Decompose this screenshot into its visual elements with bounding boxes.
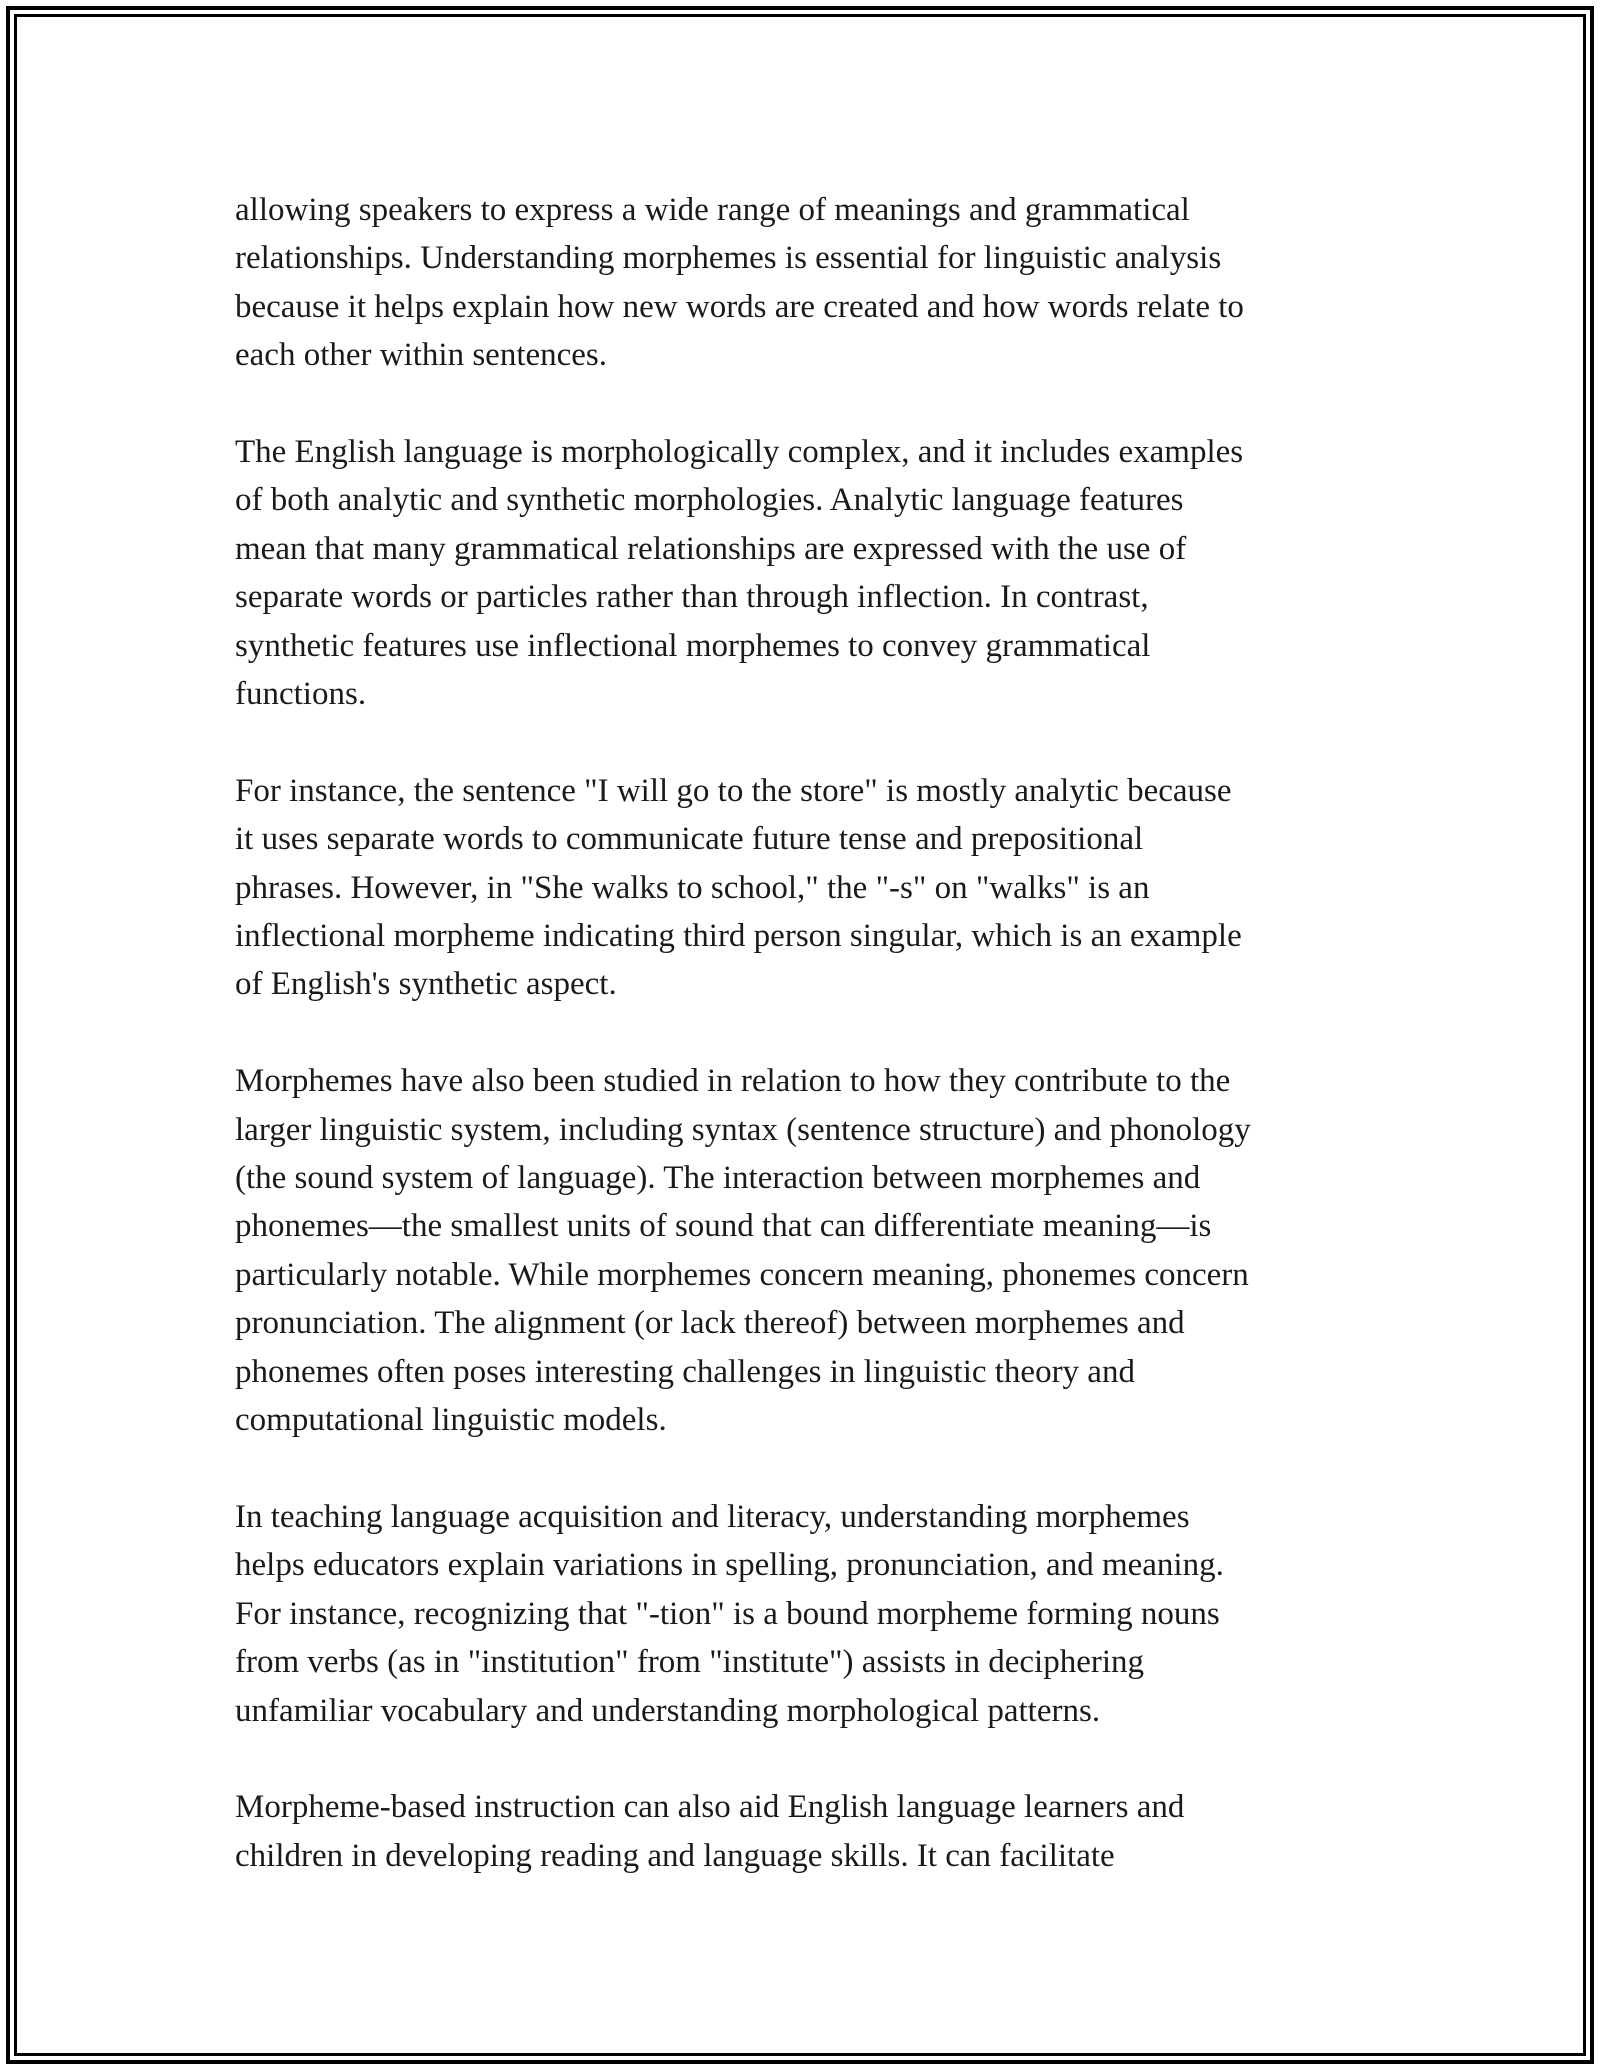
- text-line: of English's synthetic aspect.: [235, 966, 617, 1003]
- text-line: phrases. However, in "She walks to school," the "-s" on "walks" is an: [235, 869, 1150, 906]
- text-line: mean that many grammatical relationships are expressed with the use of: [235, 530, 1187, 567]
- text-line: synthetic features use inflectional morphemes to convey grammatical: [235, 627, 1151, 664]
- text-line: phonemes—the smallest units of sound that can differentiate meaning—is: [235, 1208, 1212, 1245]
- text-line: because it helps explain how new words are created and how words relate to: [235, 288, 1244, 325]
- paragraph: [235, 1057, 1375, 1444]
- text-line: it uses separate words to communicate future tense and prepositional: [235, 821, 1144, 858]
- document-body: [235, 186, 1375, 1929]
- text-line: allowing speakers to express a wide range of meanings and grammatical: [235, 192, 1190, 228]
- text-line: Morpheme-based instruction can also aid English language learners and: [235, 1789, 1185, 1826]
- text-line: The English language is morphologically complex, and it includes examples: [235, 434, 1244, 471]
- text-line: of both analytic and synthetic morphologies. Analytic language features: [235, 482, 1184, 519]
- paragraph: [235, 1493, 1375, 1735]
- text-line: In teaching language acquisition and literacy, understanding morphemes: [235, 1498, 1190, 1535]
- text-line: pronunciation. The alignment (or lack thereof) between morphemes and: [235, 1305, 1185, 1342]
- text-line: particularly notable. While morphemes concern meaning, phonemes concern: [235, 1256, 1249, 1293]
- paragraph: [235, 767, 1375, 1009]
- text-line: each other within sentences.: [235, 337, 608, 374]
- text-line: (the sound system of language). The interaction between morphemes and: [235, 1160, 1201, 1197]
- text-line: computational linguistic models.: [235, 1402, 667, 1439]
- paragraph: [235, 428, 1375, 718]
- text-line: inflectional morpheme indicating third person singular, which is an example: [235, 918, 1242, 955]
- text-line: children in developing reading and language skills. It can facilitate: [235, 1837, 1115, 1874]
- text-line: phonemes often poses interesting challenges in linguistic theory and: [235, 1353, 1135, 1390]
- text-line: separate words or particles rather than through inflection. In contrast,: [235, 579, 1149, 616]
- text-line: For instance, recognizing that "-tion" is a bound morpheme forming nouns: [235, 1595, 1220, 1632]
- text-line: from verbs (as in "institution" from "institute") assists in deciphering: [235, 1644, 1145, 1681]
- text-line: functions.: [235, 676, 367, 713]
- text-line: helps educators explain variations in spelling, pronunciation, and meaning.: [235, 1547, 1224, 1584]
- text-line: unfamiliar vocabulary and understanding morphological patterns.: [235, 1692, 1101, 1729]
- text-line: relationships. Understanding morphemes is essential for linguistic analysis: [235, 240, 1222, 277]
- paragraph: [235, 1783, 1375, 1880]
- text-line: Morphemes have also been studied in relation to how they contribute to the: [235, 1063, 1231, 1100]
- text-line: For instance, the sentence "I will go to the store" is mostly analytic because: [235, 772, 1232, 809]
- text-line: larger linguistic system, including syntax (sentence structure) and phonology: [235, 1111, 1251, 1148]
- paragraph: [235, 186, 1375, 380]
